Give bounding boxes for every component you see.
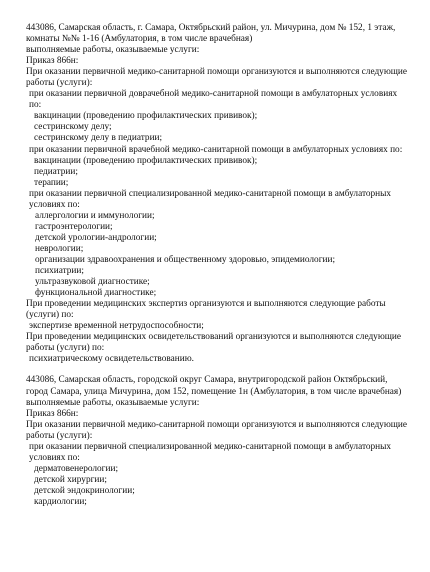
address-2: 443086, Самарская область, городской округ Самара, внутригородской район Октябрьский, город Самара, улица Мичурина, дом 152, помещение 1н (Амбулатория, в том числе врачебная) [26,375,402,397]
order-1: Приказ 866н: [26,56,79,67]
list-item: вакцинации (проведению профилактических прививок); [34,155,258,166]
list-item: гастроэнтерологии; [35,221,113,232]
order-2: Приказ 866н: [26,408,79,419]
pmsp-intro-1: При оказании первичной медико-санитарной помощи организуются и выполняются следующие работы (услуги): [26,67,408,89]
doctor-ambulatory: при оказании первичной врачебной медико-санитарной помощи в амбулаторных условиях по: [29,144,403,155]
list-item: детской эндокринологии; [34,485,135,496]
list-item: экспертизе временной нетрудоспособности; [29,321,204,332]
list-item: детской урологии-андрологии; [35,232,157,243]
list-item: кардиологии; [34,496,87,507]
list-item: психиатрии; [35,266,84,277]
services-heading-2: выполняемые работы, оказываемые услуги: [26,397,200,408]
certification-intro: При проведении медицинских освидетельствований организуются и выполняются следующие работы (услуги) по: [26,332,402,354]
list-item: организации здравоохранения и общественному здоровью, эпидемиологии; [35,254,336,265]
list-item: аллергологии и иммунологии; [35,210,155,221]
specialized-ambulatory-2: при оказании первичной специализированной медико-санитарной помощи в амбулаторных условиях по: [29,441,392,463]
list-item: сестринскому делу в педиатрии; [34,133,163,144]
list-item: дерматовенерологии; [34,463,119,474]
list-item: ультразвуковой диагностике; [35,277,150,288]
pre-doctor-ambulatory: при оказании первичной доврачебной медико-санитарной помощи в амбулаторных условиях по: [29,89,398,111]
list-item: неврологии; [35,243,84,254]
list-item: терапии; [34,177,69,188]
services-heading-1: выполняемые работы, оказываемые услуги: [26,45,200,56]
list-item: сестринскому делу; [34,122,112,133]
expertise-intro: При проведении медицинских экспертиз организуются и выполняются следующие работы (услуги) по: [26,299,386,321]
pmsp-intro-2: При оказании первичной медико-санитарной помощи организуются и выполняются следующие работы (услуги): [26,419,408,441]
specialized-ambulatory-1: при оказании первичной специализированной медико-санитарной помощи в амбулаторных условиях по: [29,188,392,210]
list-item: функциональной диагностике; [35,288,157,299]
address-1: 443086, Самарская область, г. Самара, Октябрьский район, ул. Мичурина, дом № 152, 1 этаж, комнаты №№ 1-16 (Амбулатория, в том числе врачебная) [26,23,396,45]
list-item: детской хирургии; [34,474,107,485]
list-item: педиатрии; [34,166,78,177]
section-gap [26,365,410,375]
list-item: психиатрическому освидетельствованию. [29,354,194,365]
list-item: вакцинации (проведению профилактических прививок); [34,111,258,122]
